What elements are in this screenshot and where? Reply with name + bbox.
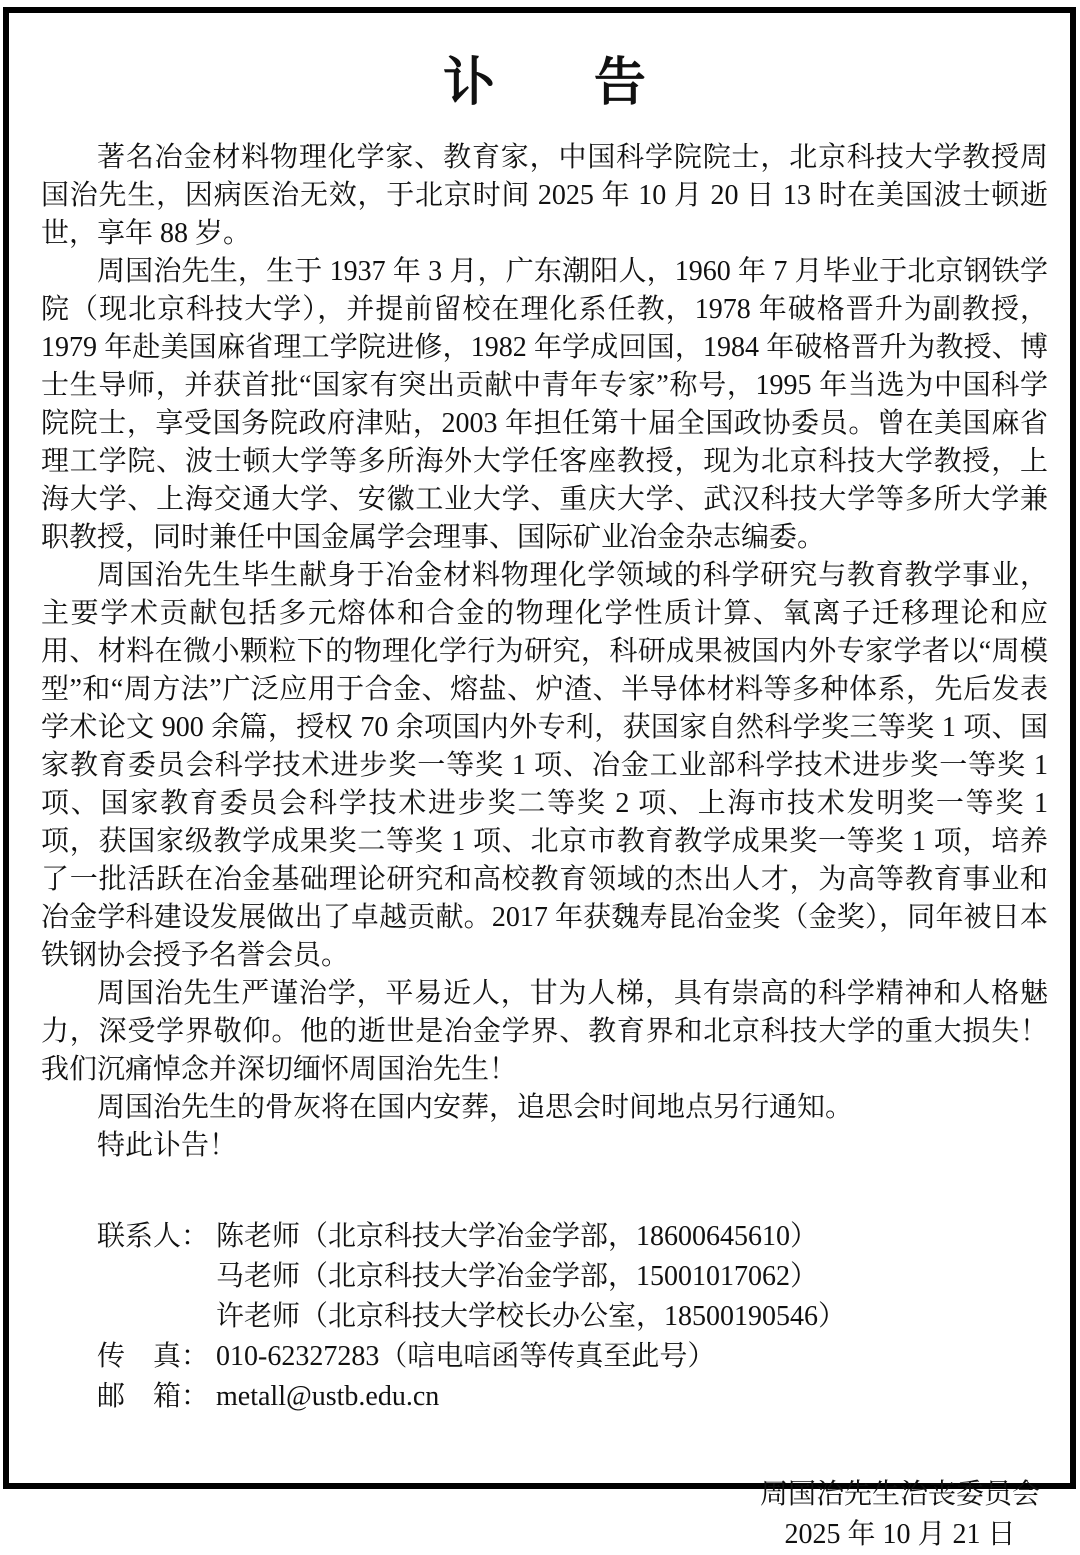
obituary-body	[41, 139, 1048, 1165]
signature-section	[41, 1475, 1048, 1555]
contact-row-fax	[97, 1337, 1048, 1377]
page-border-frame	[3, 7, 1076, 1551]
paragraph-burial-notice: 周国治先生的骨灰将在国内安葬，追思会时间地点另行通知。	[97, 1092, 854, 1124]
fax-label: 传 真：	[97, 1341, 210, 1373]
signature-block	[760, 1475, 1040, 1555]
contact-person-2: 马老师（北京科技大学冶金学部，15001017062）	[216, 1261, 819, 1293]
contact-row-person-3	[97, 1297, 1048, 1337]
email-label: 邮 箱：	[97, 1381, 210, 1413]
contact-person-1: 陈老师（北京科技大学冶金学部，18600645610）	[216, 1221, 819, 1253]
signature-committee: 周国治先生治丧委员会	[759, 1479, 1040, 1511]
page-content	[41, 23, 1048, 1551]
fax-number: 010-62327283（唁电唁函等传真至此号）	[216, 1341, 716, 1373]
paragraph-death-announcement: 著名冶金材料物理化学家、教育家，中国科学院院士，北京科技大学教授周国治先生，因病医治无效，于北京时间 2025 年 10 月 20 日 13 时在美国波士顿逝世，享年 88 岁。	[41, 142, 1048, 250]
paragraph-achievements: 周国治先生毕生献身于冶金材料物理化学领域的科学研究与教育教学事业，主要学术贡献包括多元熔体和合金的物理化学性质计算、氧离子迁移理论和应用、材料在微小颗粒下的物理化学行为研究，科研成果被国内外专家学者以“周模型”和“周方法”广泛应用于合金、熔盐、炉渣、半导体材料等多种体系，先后发表学术论文 900 余篇，授权 70 余项国内外专利，获国家自然科学奖三等奖 1 项、国家教育委员会科学技术进步奖一等奖 1 项、冶金工业部科学技术进步奖一等奖 1 项、国家教育委员会科学技术进步奖二等奖 2 项、上海市技术发明奖一等奖 1 项，获国家级教学成果奖二等奖 1 项、北京市教育教学成果奖一等奖 1 项，培养了一批活跃在冶金基础理论研究和高校教育领域的杰出人才，为高等教育事业和冶金学科建设发展做出了卓越贡献。2017 年获魏寿昆冶金奖（金奖），同年被日本铁钢协会授予名誉会员。	[41, 560, 1048, 972]
page-title: 讣告	[443, 55, 745, 112]
paragraph-closing: 特此讣告！	[97, 1130, 238, 1162]
contact-row-person-2	[97, 1257, 1048, 1297]
contact-person-3: 许老师（北京科技大学校长办公室，18500190546）	[216, 1301, 847, 1333]
email-address: metall@ustb.edu.cn	[216, 1381, 440, 1413]
paragraph-biography: 周国治先生，生于 1937 年 3 月，广东潮阳人，1960 年 7 月毕业于北京钢铁学院（现北京科技大学），并提前留校在理化系任教，1978 年破格晋升为副教授，1979 年赴美国麻省理工学院进修，1982 年学成回国，1984 年破格晋升为教授、博士生导师，并获首批“国家有突出贡献中青年专家”称号，1995 年当选为中国科学院院士，享受国务院政府津贴，2003 年担任第十届全国政协委员。曾在美国麻省理工学院、波士顿大学等多所海外大学任客座教授，现为北京科技大学教授，上海大学、上海交通大学、安徽工业大学、重庆大学、武汉科技大学等多所大学兼职教授，同时兼任中国金属学会理事、国际矿业冶金杂志编委。	[41, 256, 1048, 554]
contact-row-person-1	[97, 1217, 1048, 1257]
contact-row-email	[97, 1377, 1048, 1417]
signature-date: 2025 年 10 月 21 日	[784, 1519, 1016, 1551]
contact-section	[41, 1217, 1048, 1417]
paragraph-tribute: 周国治先生严谨治学，平易近人，甘为人梯，具有崇高的科学精神和人格魅力，深受学界敬仰。他的逝世是冶金学界、教育界和北京科技大学的重大损失！我们沉痛悼念并深切缅怀周国治先生！	[41, 978, 1048, 1086]
contact-person-label: 联系人：	[97, 1221, 210, 1253]
